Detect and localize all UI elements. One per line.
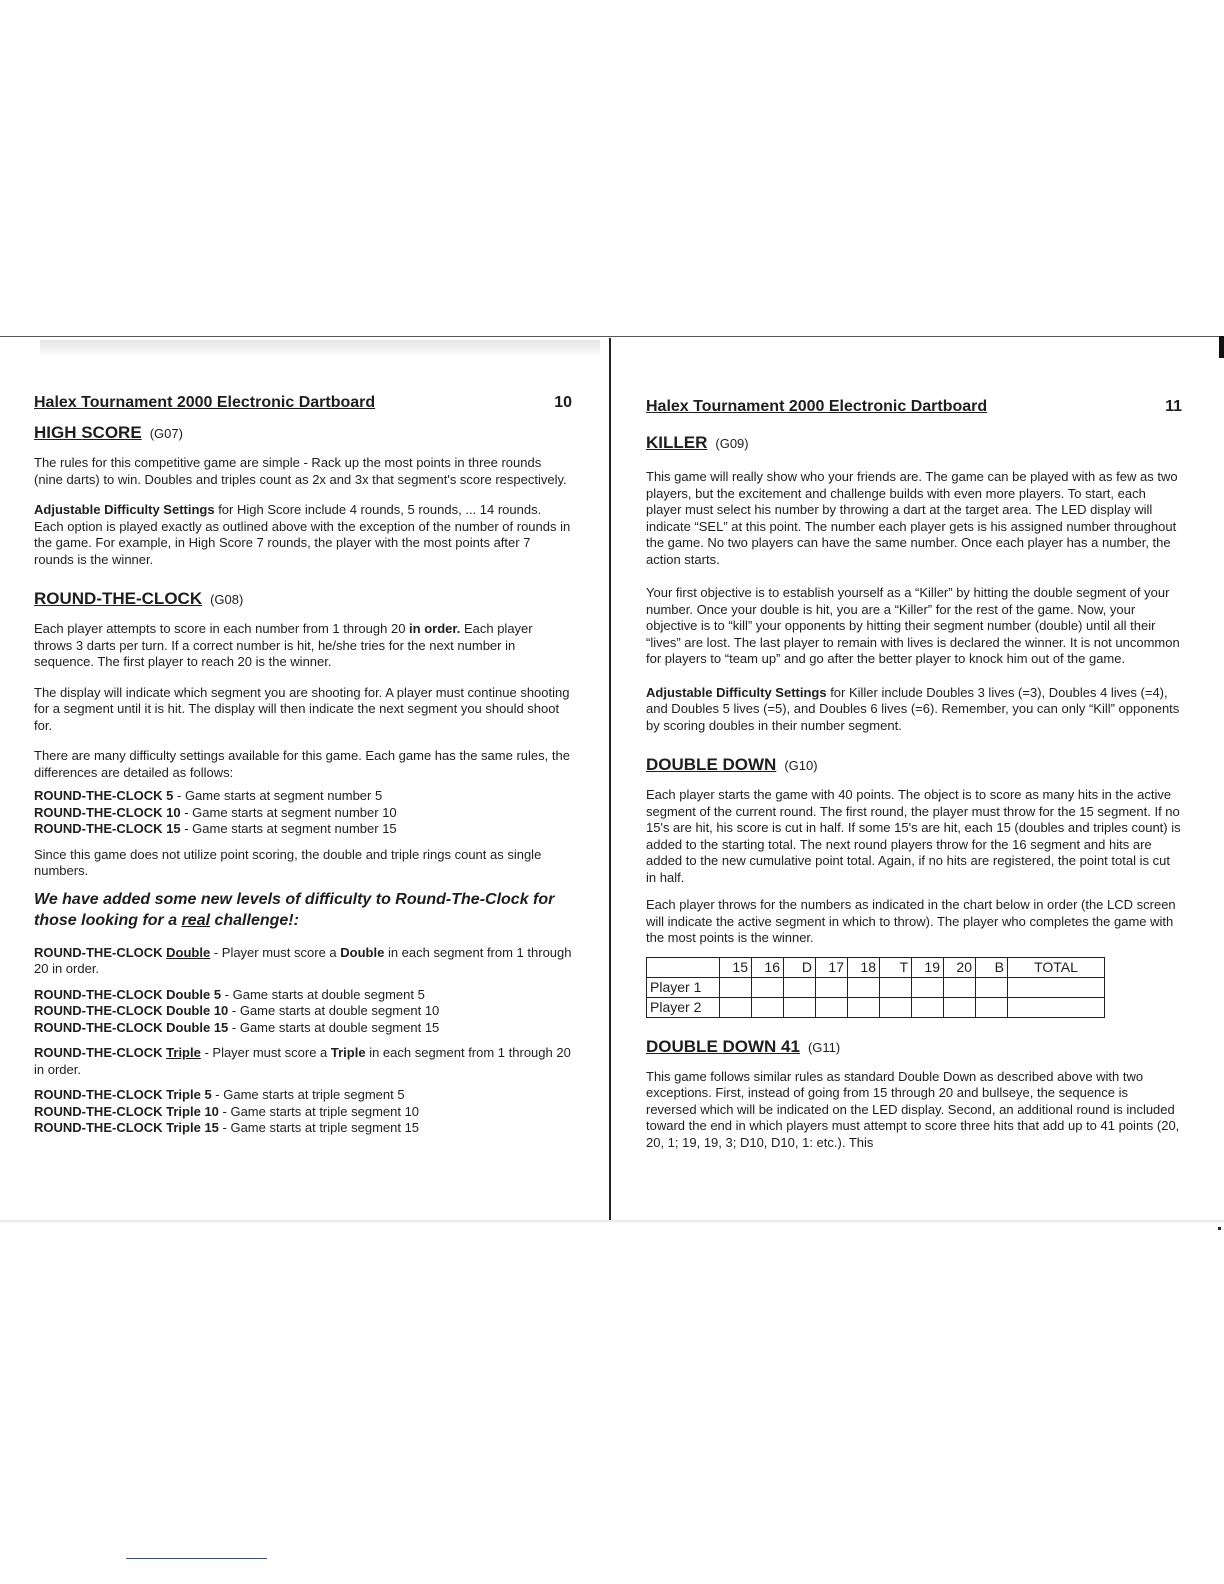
variant-label: ROUND-THE-CLOCK 10 — [34, 804, 181, 820]
table-row — [647, 977, 1105, 997]
section-title-round-the-clock — [34, 588, 572, 611]
table-header-cell: D — [784, 957, 816, 977]
rule-label: ROUND-THE-CLOCK — [34, 1045, 167, 1060]
variant-line — [34, 1020, 572, 1037]
table-corner-cell — [647, 957, 720, 977]
bottom-rule — [126, 1558, 267, 1559]
variant-line — [34, 1120, 572, 1137]
variant-label: ROUND-THE-CLOCK 15 — [34, 821, 181, 836]
table-header-row — [647, 957, 1105, 977]
variant-line — [34, 788, 572, 805]
table-header-cell: 20 — [944, 957, 976, 977]
paragraph: The rules for this competitive game are simple - Rack up the most points in three rounds (nine darts) to win. Doubles and triples count as 2x and 3x that segment's score respectively. — [34, 455, 567, 487]
scoring-chart — [646, 957, 1105, 1018]
table-cell — [816, 997, 848, 1017]
table-row — [647, 997, 1105, 1017]
paragraph: Each player starts the game with 40 points. The object is to score as many hits in the active segment of the current round. The first round, the player must throw for the 15 segment. If no 15's are hit, his score is cut in half. If some 15's are hit, each 15 (doubles and triples count) is added to the starting total. The next round players throw for the 16 segment and hits are added to the new cumulative point total. Again, if no hits are registered, the point total is cut in half. — [646, 787, 1181, 885]
page-header — [34, 392, 572, 414]
game-code: (G09) — [715, 436, 749, 451]
table-cell — [1008, 997, 1105, 1017]
game-code: (G07) — [149, 426, 183, 441]
table-header-cell: T — [880, 957, 912, 977]
table-cell — [944, 997, 976, 1017]
rule-label: ROUND-THE-CLOCK — [34, 944, 167, 960]
rule-bold: Double — [340, 944, 385, 960]
paragraph-text: for Killer include Doubles 3 lives (=3), Doubles 4 lives (=4), and Doubles 5 lives (=5), and Doubles 6 lives (=6). Remember, you can only “Kill” opponents by scoring doubles in their number segment. — [646, 684, 1180, 733]
table-cell — [880, 997, 912, 1017]
game-code: (G10) — [784, 758, 818, 773]
table-cell — [784, 997, 816, 1017]
table-cell — [720, 977, 752, 997]
table-header-cell: B — [976, 957, 1008, 977]
scan-speck — [1218, 1227, 1221, 1230]
heading-emphasis: real — [181, 911, 211, 929]
variant-label: ROUND-THE-CLOCK Triple 10 — [34, 1103, 219, 1119]
right-page — [646, 396, 1182, 1165]
paragraph — [34, 621, 572, 671]
rule-text: in each segment from 1 through 20 in order. — [34, 944, 572, 976]
table-header-cell: 15 — [720, 957, 752, 977]
header-title: Halex Tournament 2000 Electronic Dartboard — [646, 398, 988, 415]
variant-label: ROUND-THE-CLOCK 5 — [34, 788, 174, 803]
scan-bottom-edge — [0, 1220, 1224, 1224]
row-label: Player 2 — [647, 997, 720, 1017]
variant-text: - Game starts at segment number 10 — [180, 804, 397, 820]
section-title-double-down-41 — [646, 1036, 1182, 1059]
table-cell — [816, 977, 848, 997]
paragraph — [34, 502, 572, 568]
rule-bold: Triple — [330, 1045, 366, 1060]
scan-top-rule — [0, 336, 1224, 337]
table-cell — [976, 977, 1008, 997]
paragraph: This game will really show who your friends are. The game can be played with as few as two players, but the excitement and challenge builds with even more players. To start, each player must select his number by throwing a dart at the target area. The LED display will indicate “SEL” at this point. The number each player gets is his assigned number throughout the game. No two players can have the same number. Once each player has a number, the action starts. — [646, 469, 1178, 567]
rule-label-emphasis: Triple — [166, 1045, 201, 1060]
paragraph-text: Each player throws 3 darts per turn. If a correct number is hit, he/she tries for the next number in sequence. The first player to reach 20 is the winner. — [34, 621, 533, 669]
paragraph: This game follows similar rules as standard Double Down as described above with two exceptions. First, instead of going from 15 through 20 and bullseye, the sequence is reversed which will be indicated on the LED display. Second, an additional round is included toward the end in which players must attempt to score three hits that add up to 41 points (20, 20, 1; 19, 19, 3; D10, D10, 1: etc.). This — [646, 1068, 1180, 1150]
table-cell — [720, 997, 752, 1017]
section-title-text: DOUBLE DOWN 41 — [646, 1036, 800, 1056]
book-spine — [609, 338, 611, 1220]
variant-text: - Game starts at triple segment 15 — [218, 1120, 420, 1135]
row-label: Player 1 — [647, 977, 720, 997]
section-title-text: DOUBLE DOWN — [646, 755, 777, 774]
table-cell — [880, 977, 912, 997]
heading-text: We have added some new levels of difficulty to Round-The-Clock for those looking for a — [34, 890, 555, 929]
table-cell — [752, 977, 784, 997]
variant-text: - Game starts at triple segment 5 — [211, 1087, 405, 1102]
rule-label-emphasis: Double — [166, 944, 211, 960]
variant-text: - Game starts at double segment 10 — [228, 1003, 440, 1018]
paragraph: Your first objective is to establish yourself as a “Killer” by hitting the double segment of your number. Once your double is hit, you are a “Killer” for the rest of the game. Now, your objective is to “kill” your opponents by hitting their segment number (double) until all their “lives” are lost. The last player to remain with lives is declared the winner. It is not uncommon for players to “team up” and go after the better player to knock him out of the game. — [646, 585, 1180, 666]
paragraph — [646, 685, 1182, 735]
variant-line — [34, 1087, 572, 1104]
variant-label: ROUND-THE-CLOCK Double 15 — [34, 1019, 229, 1035]
table-cell — [1008, 977, 1105, 997]
table-cell — [976, 997, 1008, 1017]
table-cell — [848, 977, 880, 997]
table-header-cell: 17 — [816, 957, 848, 977]
paragraph: Each player throws for the numbers as indicated in the chart below in order (the LCD screen will indicate the active segment in which to throw). The player who completes the game with the most points is the winner. — [646, 897, 1176, 945]
section-title-text: ROUND-THE-CLOCK — [34, 589, 203, 608]
paragraph: There are many difficulty settings available for this game. Each game has the same rules, the differences are detailed as follows: — [34, 748, 570, 780]
table-cell — [784, 977, 816, 997]
scan-shadow — [40, 340, 600, 358]
page-number: 10 — [554, 394, 572, 411]
table-header-cell: TOTAL — [1008, 957, 1105, 977]
rule-text: in each segment from 1 through 20 in order. — [34, 1045, 571, 1077]
variant-line — [34, 1104, 572, 1121]
rule-text: - Player must score a — [200, 1045, 331, 1060]
paragraph-text: Each player attempts to score in each number from 1 through 20 — [34, 621, 410, 636]
variant-line — [34, 987, 572, 1004]
table-cell — [944, 977, 976, 997]
paragraph-text: for High Score include 4 rounds, 5 rounds, ... 14 rounds. Each option is played exactly as outlined above with the exception of the number of rounds in the game. For example, in High Score 7 rounds, the player with the most points after 7 rounds is the winner. — [34, 502, 571, 567]
variant-label: ROUND-THE-CLOCK Double 5 — [34, 986, 222, 1002]
variant-text: - Game starts at segment number 5 — [173, 788, 383, 803]
table-header-cell: 16 — [752, 957, 784, 977]
table-cell — [848, 997, 880, 1017]
variant-label: ROUND-THE-CLOCK Triple 5 — [34, 1087, 212, 1102]
table-cell — [912, 997, 944, 1017]
section-title-double-down — [646, 754, 1182, 777]
section-title-text: HIGH SCORE — [34, 423, 142, 442]
paragraph: Since this game does not utilize point scoring, the double and triple rings count as single numbers. — [34, 846, 542, 878]
header-title: Halex Tournament 2000 Electronic Dartboard — [34, 394, 376, 411]
table-header-cell: 18 — [848, 957, 880, 977]
scan-edge-mark — [1219, 336, 1224, 358]
left-page — [34, 392, 572, 1137]
page-header — [646, 396, 1182, 418]
new-levels-heading — [34, 889, 572, 931]
section-title-killer — [646, 432, 1182, 455]
bold-text: in order. — [409, 621, 461, 636]
section-title-high-score — [34, 422, 572, 445]
bold-label: Adjustable Difficulty Settings — [646, 684, 827, 700]
bold-label: Adjustable Difficulty Settings — [34, 502, 215, 517]
variant-text: - Game starts at segment number 15 — [180, 821, 397, 836]
game-code: (G08) — [210, 592, 244, 607]
table-header-cell: 19 — [912, 957, 944, 977]
paragraph: The display will indicate which segment you are shooting for. A player must continue shooting for a segment until it is hit. The display will then indicate the next segment you should shoot for. — [34, 684, 570, 733]
rule-text: - Player must score a — [210, 944, 341, 960]
variant-line — [34, 1003, 572, 1020]
variant-text: - Game starts at double segment 15 — [228, 1019, 440, 1035]
page-number: 11 — [1165, 398, 1182, 415]
table-cell — [752, 997, 784, 1017]
variant-label: ROUND-THE-CLOCK Double 10 — [34, 1003, 229, 1018]
variant-line — [34, 805, 572, 822]
variant-line — [34, 821, 572, 838]
triple-rule — [34, 1045, 572, 1078]
heading-text: challenge!: — [210, 911, 299, 929]
variant-text: - Game starts at triple segment 10 — [218, 1103, 420, 1119]
variant-label: ROUND-THE-CLOCK Triple 15 — [34, 1120, 219, 1135]
variant-text: - Game starts at double segment 5 — [221, 986, 425, 1002]
game-code: (G11) — [807, 1039, 841, 1055]
double-rule — [34, 945, 572, 978]
table-cell — [912, 977, 944, 997]
section-title-text: KILLER — [646, 433, 708, 452]
